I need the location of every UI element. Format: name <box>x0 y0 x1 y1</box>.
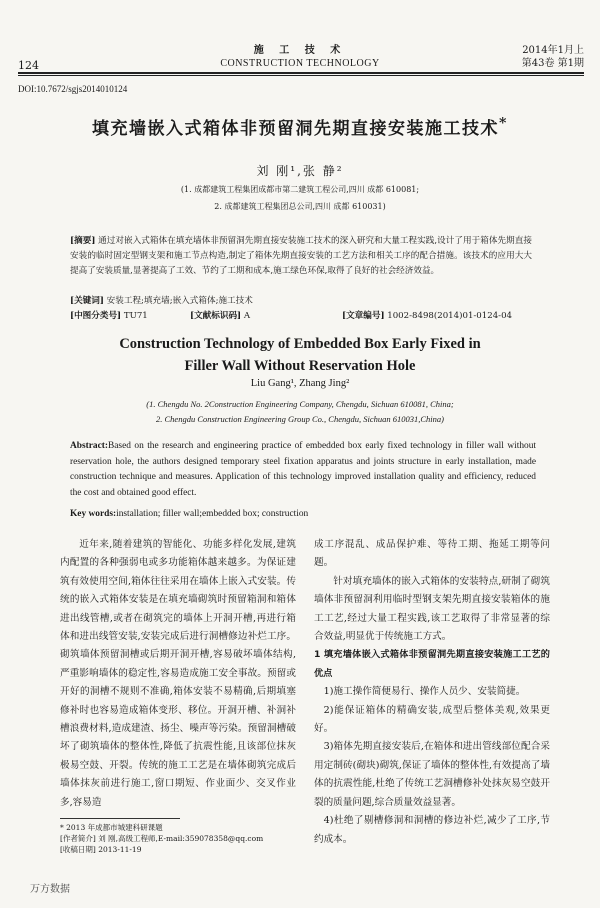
abstract-en-label: Abstract: <box>70 441 109 451</box>
abstract-cn-text: 通过对嵌入式箱体在填充墙体非预留洞先期直接安装施工技术的深入研究和大量工程实践,设计了用于箱体先期直接安装的临时固定型钢支架和施工节点构造,制定了箱体先期直接安装的工艺方法和相关工序的配合措施。该技术的应用大大提高了安装质量,显著提高了工效、节约了工期和成本,施工绿色环保,取得了良好的社会经济效益。 <box>70 236 532 276</box>
keywords-cn-label: [关键词] <box>70 296 104 306</box>
clc-value: TU71 <box>123 311 148 321</box>
authors-cn: 刘 刚¹,张 静² <box>256 164 344 178</box>
affiliation-cn-2: 2. 成都建筑工程集团总公司,四川 成都 610031) <box>214 202 386 211</box>
doc-code-value: A <box>243 311 251 321</box>
title-en-line-1: Construction Technology of Embedded Box Early Fixed in <box>119 336 481 352</box>
header-rule-thick <box>18 72 584 74</box>
wanfang-watermark: 万方数据 <box>30 884 70 895</box>
article-number-label: [文章编号] <box>342 311 385 321</box>
journal-name-en: CONSTRUCTION TECHNOLOGY <box>220 58 380 69</box>
footnote-received-date: [收稿日期] 2013-11-19 <box>60 845 142 854</box>
body-paragraph-intro: 近年来,随着建筑的智能化、功能多样化发展,建筑内配置的各种强弱电或多功能箱体越来越多。为保证建筑有效使用空间,箱体往往采用在墙体上嵌入式安装。传统的嵌入式箱体安装是在填充墙砌筑时预留箱洞和箱体进出线管槽,或者在砌筑完的墙体上开洞开槽,再进行箱体和进出线管安装,安装完成后进行洞槽修边补烂工序。砌筑墙体预留洞槽或后期开洞开槽,容易破坏墙体结构,严重影响墙体的稳定性,容易造成施工安全事故。预留或开好的洞槽不规则不准确,箱体安装不易精确,后期填塞修补时也容易造成箱体变形、移位。开洞开槽、补洞补槽浪费材料,造成建渣、扬尘、噪声等污染。预留洞槽破坏了砌筑墙体的整体性,降低了抗震性能,且该部位抹灰极易空鼓、开裂。传统的施工工艺是在墙体砌筑完成后墙体抹灰前进行施工,窗口期短、作业面少、交叉作业多,容易造 <box>60 539 296 808</box>
body-paragraph-continuation: 成工序混乱、成品保护难、等待工期、拖延工期等问题。 <box>314 539 550 569</box>
title-footnote-mark: * <box>499 115 508 132</box>
body-paragraph-2: 针对填充墙体的嵌入式箱体的安装特点,研制了砌筑墙体非预留洞利用临时型钢支架先期直接安装箱体的施工工艺,经过大量工程实践,该工艺取得了非常显著的综合效益,明显优于传统施工方式。 <box>314 575 550 643</box>
clc-label: [中图分类号] <box>70 311 122 321</box>
keywords-en-text: installation; filler wall;embedded box; construction <box>116 509 309 519</box>
affiliation-cn-1: (1. 成都建筑工程集团成都市第二建筑工程公司,四川 成都 610081; <box>180 185 420 194</box>
footnote-rule <box>60 818 180 819</box>
authors-en: Liu Gang¹, Zhang Jing² <box>250 378 350 389</box>
journal-name-cn: 施 工 技 术 <box>253 45 347 56</box>
body-column-left <box>60 536 296 812</box>
doc-code-field <box>190 309 250 321</box>
issue-info <box>522 44 584 70</box>
doc-code-label: [文献标识码] <box>190 311 242 321</box>
abstract-cn <box>70 234 532 279</box>
keywords-cn-text: 安装工程;填充墙;嵌入式箱体;施工技术 <box>106 296 253 306</box>
page-number: 124 <box>18 59 39 72</box>
title-cn-text: 填充墙嵌入式箱体非预留洞先期直接安装施工技术 <box>92 119 500 139</box>
header-rule-thin <box>18 75 584 76</box>
affiliation-en-1: (1. Chengdu No. 2Construction Engineering Company, Chengdu, Sichuan 610081, China; <box>146 399 454 409</box>
affiliation-en-2: 2. Chengdu Construction Engineering Group Co., Chengdu, Sichuan 610031,China) <box>156 414 444 424</box>
abstract-en-text: Based on the research and engineering practice of embedded box early fixed technology in filler wall without reservation hole, the authors designed temporary steel fixation apparatus and joints structure in early installation, made construction technique and measures. Application of this technology improved installation quality and efficiency, reduced the cost and obtained good effect. <box>70 441 536 498</box>
clc-field <box>70 309 148 321</box>
issue-date: 2014年1月上 <box>522 45 584 56</box>
title-en <box>0 333 600 377</box>
keywords-en-label: Key words: <box>70 509 117 519</box>
title-en-line-2: Filler Wall Without Reservation Hole <box>184 358 416 374</box>
title-cn <box>0 114 600 139</box>
footnote-funding: * 2013 年成都市城建科研课题 <box>60 823 163 832</box>
article-number-value: 1002-8498(2014)01-0124-04 <box>387 311 513 321</box>
abstract-cn-label: [摘要] <box>70 236 96 246</box>
journal-header <box>0 44 600 70</box>
volume-issue: 第43卷 第1期 <box>521 58 584 69</box>
article-number-field <box>342 309 512 321</box>
keywords-en <box>70 509 536 519</box>
abstract-en <box>70 439 536 501</box>
advantage-item-4: 4)杜绝了剔槽修洞和洞槽的修边补烂,减少了工序,节约成本。 <box>314 815 550 845</box>
advantage-item-2: 2)能保证箱体的精确安装,成型后整体美观,效果更好。 <box>314 704 550 735</box>
advantage-item-1: 1)施工操作简便易行、操作人员少、安装简捷。 <box>323 686 526 698</box>
footnote-author-bio: [作者简介] 刘 刚,高级工程师,E-mail:359078358@qq.com <box>60 834 264 843</box>
keywords-cn <box>70 294 532 306</box>
doi: DOI:10.7672/sgjs2014010124 <box>18 84 128 94</box>
body-column-right <box>314 536 550 849</box>
section-heading-1: 1 填充墙体嵌入式箱体非预留洞先期直接安装施工工艺的优点 <box>314 649 550 679</box>
advantage-item-3: 3)箱体先期直接安装后,在箱体和进出管线部位配合采用定制砖(砌块)砌筑,保证了墙体的整体性,有效提高了墙体的抗震性能,杜绝了传统工艺洞槽修补处抹灰易空鼓开裂的质量问题,综合质量效益显著。 <box>314 741 550 808</box>
